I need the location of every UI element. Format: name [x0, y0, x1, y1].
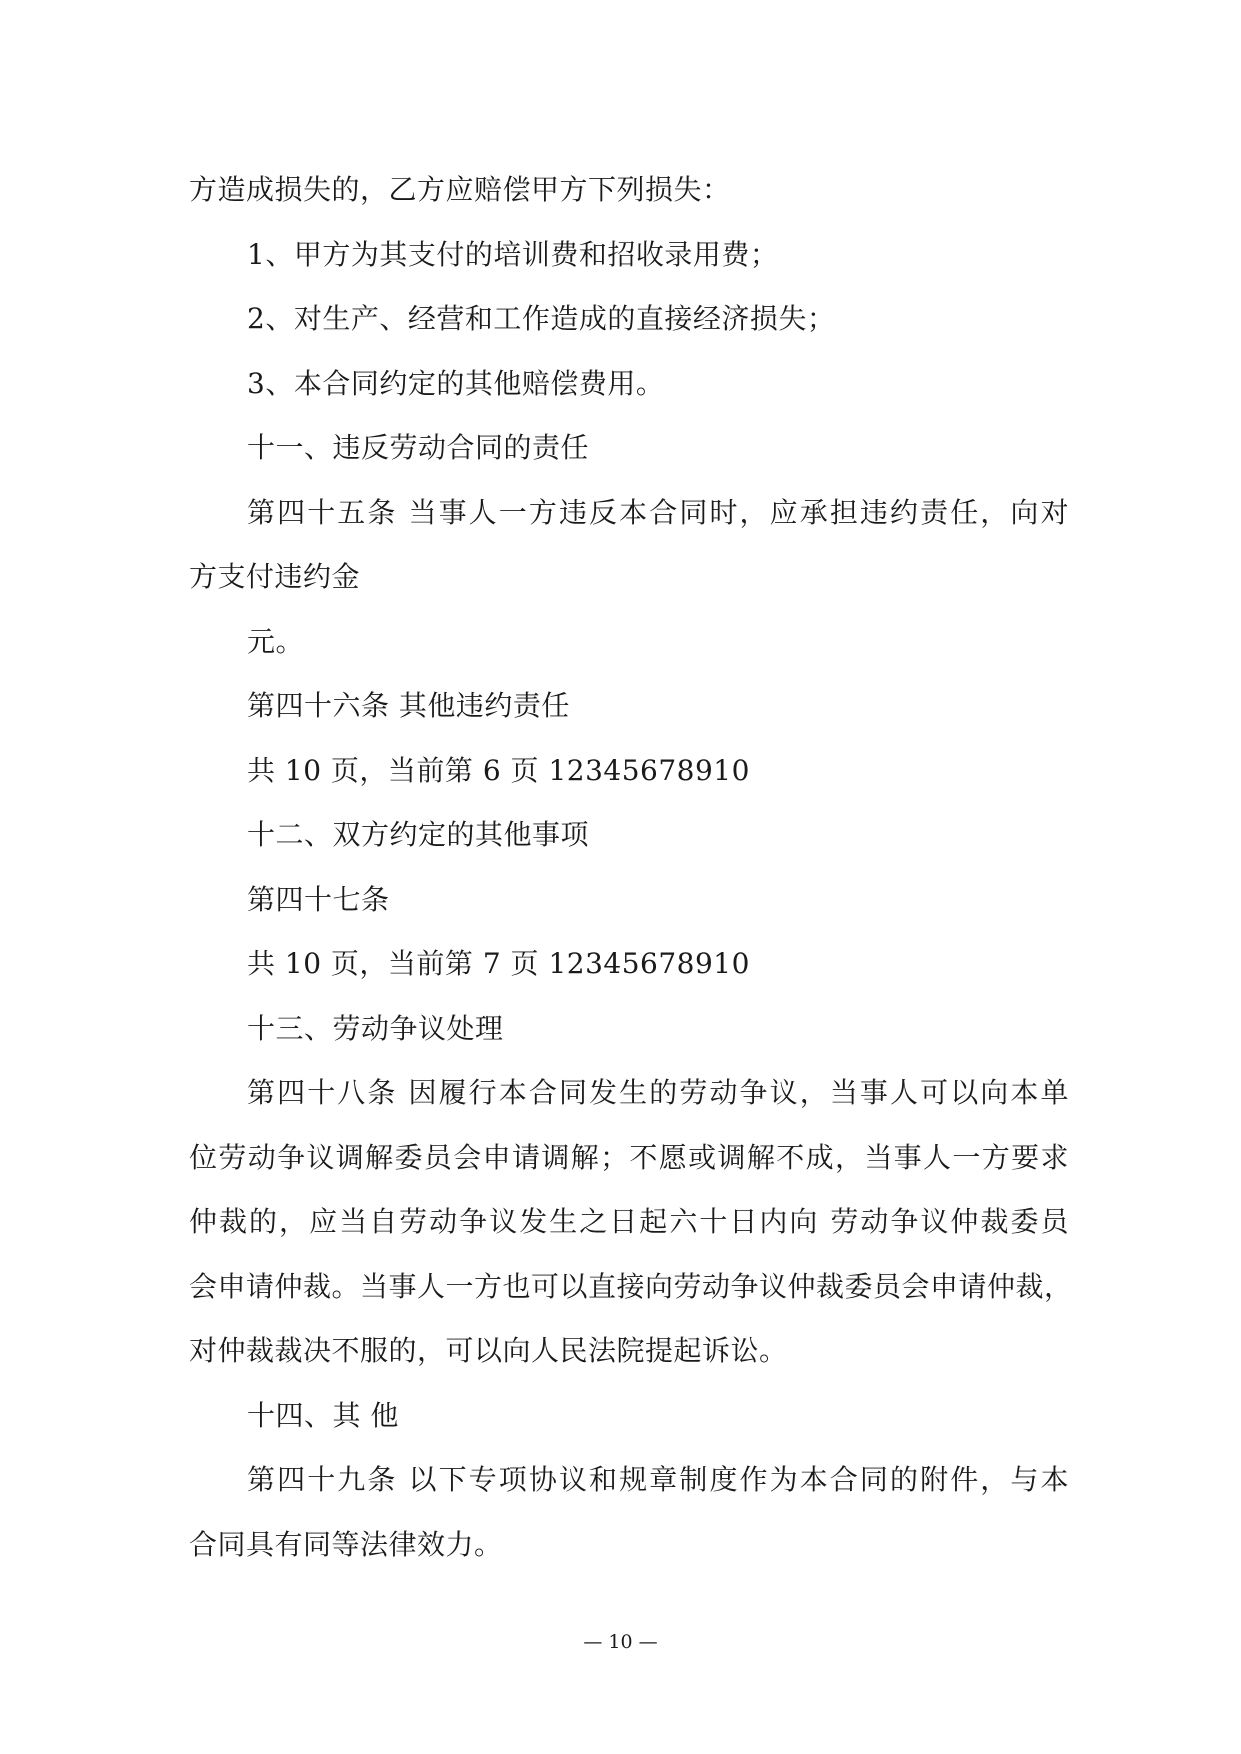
section-heading: 十四、其 他 — [247, 1398, 399, 1432]
page-marker: 共 10 页，当前第 7 页 12345678910 — [247, 947, 750, 980]
list-item: 3、本合同约定的其他赔偿费用。 — [247, 366, 665, 400]
page-marker: 共 10 页，当前第 6 页 12345678910 — [247, 753, 750, 787]
paragraph-line: 第四十九条 以下专项协议和规章制度作为本合同的附件，与本 — [247, 1463, 1069, 1496]
paragraph-line: 位劳动争议调解委员会申请调解；不愿或调解不成，当事人一方要求 — [189, 1140, 1069, 1174]
article-heading: 第四十七条 — [247, 882, 390, 916]
paragraph-line: 第四十五条 当事人一方违反本合同时，应承担违约责任，向对 — [247, 495, 1069, 529]
section-heading: 十二、双方约定的其他事项 — [247, 818, 590, 851]
section-heading: 十一、违反劳动合同的责任 — [247, 431, 590, 464]
list-item: 1、甲方为其支付的培训费和招收录用费； — [247, 237, 779, 271]
paragraph-line: 元。 — [247, 624, 305, 658]
document-body — [189, 158, 1073, 1577]
page-number: — 10 — — [583, 1631, 658, 1653]
section-heading: 十三、劳动争议处理 — [247, 1011, 504, 1045]
paragraph-line: 会申请仲裁。当事人一方也可以直接向劳动争议仲裁委员会申请仲裁， — [189, 1269, 1073, 1303]
paragraph-line: 仲裁的，应当自劳动争议发生之日起六十日内向 劳动争议仲裁委员 — [189, 1205, 1069, 1238]
paragraph-line: 第四十八条 因履行本合同发生的劳动争议，当事人可以向本单 — [247, 1076, 1069, 1109]
paragraph-line: 方造成损失的，乙方应赔偿甲方下列损失： — [189, 173, 731, 206]
paragraph-line: 合同具有同等法律效力。 — [189, 1527, 503, 1561]
article-heading: 第四十六条 其他违约责任 — [247, 689, 570, 722]
list-item: 2、对生产、经营和工作造成的直接经济损失； — [247, 302, 836, 335]
paragraph-line: 方支付违约金 — [189, 560, 361, 593]
paragraph-line: 对仲裁裁决不服的，可以向人民法院提起诉讼。 — [189, 1334, 788, 1367]
